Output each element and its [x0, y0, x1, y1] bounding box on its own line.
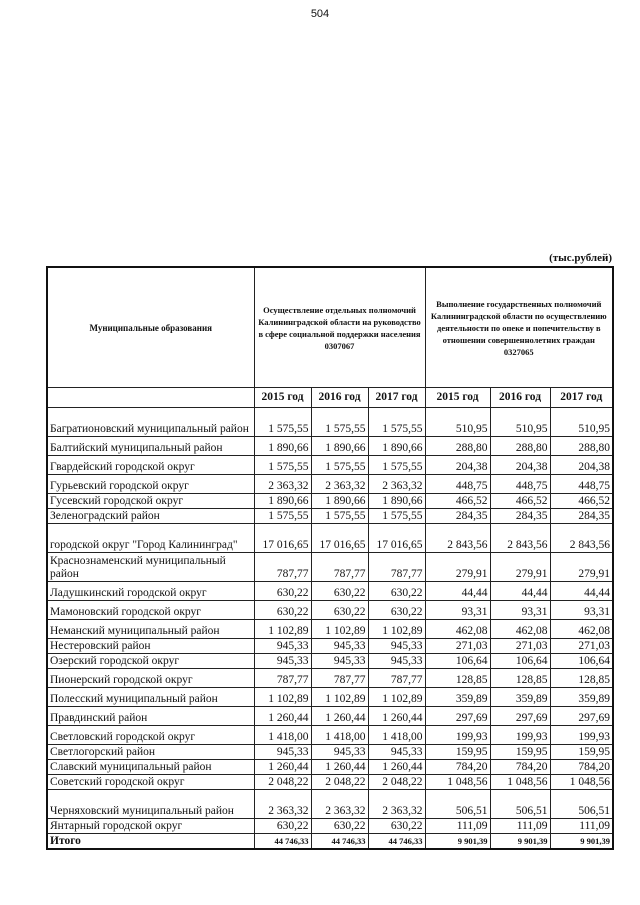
value-cell: 1 102,89 [254, 688, 311, 707]
value-cell: 288,80 [550, 437, 613, 456]
value-cell: 2 048,22 [368, 775, 425, 790]
municipality-name: Озерский городской округ [47, 654, 254, 669]
table-row [47, 790, 613, 819]
units-label: (тыс.рублей) [549, 252, 612, 264]
header-year: 2016 год [311, 388, 368, 408]
value-cell: 466,52 [425, 494, 490, 509]
table-row [47, 745, 613, 760]
value-cell: 1 575,55 [254, 509, 311, 524]
value-cell: 2 363,32 [254, 475, 311, 494]
value-cell: 1 260,44 [254, 760, 311, 775]
value-cell: 1 260,44 [368, 707, 425, 726]
value-cell: 1 048,56 [425, 775, 490, 790]
municipality-name: Янтарный городской округ [47, 819, 254, 834]
value-cell: 945,33 [254, 639, 311, 654]
value-cell: 506,51 [550, 790, 613, 819]
table-row [47, 475, 613, 494]
value-cell: 297,69 [550, 707, 613, 726]
table-row [47, 601, 613, 620]
value-cell: 787,77 [311, 669, 368, 688]
value-cell: 204,38 [550, 456, 613, 475]
value-cell: 2 363,32 [368, 475, 425, 494]
municipality-name: Правдинский район [47, 707, 254, 726]
municipality-name: Светлогорский район [47, 745, 254, 760]
value-cell: 297,69 [425, 707, 490, 726]
value-cell: 44,44 [550, 582, 613, 601]
municipality-name: Мамоновский городской округ [47, 601, 254, 620]
municipality-name: Балтийский муниципальный район [47, 437, 254, 456]
value-cell: 630,22 [254, 601, 311, 620]
value-cell: 448,75 [550, 475, 613, 494]
table-row [47, 760, 613, 775]
table-row [47, 726, 613, 745]
municipality-name: Пионерский городской округ [47, 669, 254, 688]
municipality-name: Гурьевский городской округ [47, 475, 254, 494]
value-cell: 630,22 [254, 582, 311, 601]
municipality-name: городской округ "Город Калининград" [47, 524, 254, 553]
header-group-social-support: Осуществление отдельных полномочий Калининградской области на руководство в сфере социальной поддержки населения 0307067 [254, 267, 425, 388]
value-cell: 510,95 [550, 408, 613, 437]
value-cell: 945,33 [254, 654, 311, 669]
value-cell: 466,52 [490, 494, 550, 509]
total-label: Итого [47, 834, 254, 850]
municipality-name: Краснознаменский муниципальный район [47, 553, 254, 582]
value-cell: 284,35 [550, 509, 613, 524]
value-cell: 506,51 [425, 790, 490, 819]
municipality-name: Советский городской округ [47, 775, 254, 790]
value-cell: 271,03 [490, 639, 550, 654]
value-cell: 284,35 [490, 509, 550, 524]
header-group-guardianship: Выполнение государственных полномочий Калининградской области по осуществлению деятельности по опеке и попечительству в отношении совершеннолетних граждан 0327065 [425, 267, 613, 388]
value-cell: 1 575,55 [368, 509, 425, 524]
value-cell: 159,95 [550, 745, 613, 760]
value-cell: 288,80 [425, 437, 490, 456]
header-year: 2017 год [550, 388, 613, 408]
table-row [47, 639, 613, 654]
value-cell: 1 260,44 [311, 707, 368, 726]
page-number: 504 [310, 8, 330, 20]
value-cell: 945,33 [368, 745, 425, 760]
value-cell: 199,93 [425, 726, 490, 745]
value-cell: 462,08 [490, 620, 550, 639]
value-cell: 297,69 [490, 707, 550, 726]
value-cell: 1 260,44 [311, 760, 368, 775]
value-cell: 787,77 [254, 553, 311, 582]
value-cell: 1 418,00 [254, 726, 311, 745]
value-cell: 279,91 [425, 553, 490, 582]
table-row [47, 775, 613, 790]
table-row [47, 582, 613, 601]
value-cell: 106,64 [490, 654, 550, 669]
municipality-name: Черняховский муниципальный район [47, 790, 254, 819]
value-cell: 199,93 [490, 726, 550, 745]
value-cell: 630,22 [368, 582, 425, 601]
value-cell: 787,77 [311, 553, 368, 582]
value-cell: 630,22 [311, 819, 368, 834]
municipality-name: Багратионовский муниципальный район [47, 408, 254, 437]
table-row [47, 509, 613, 524]
table-row [47, 819, 613, 834]
municipality-name: Ладушкинский городской округ [47, 582, 254, 601]
value-cell: 1 575,55 [368, 408, 425, 437]
total-row [47, 834, 613, 850]
value-cell: 17 016,65 [311, 524, 368, 553]
value-cell: 1 890,66 [368, 437, 425, 456]
value-cell: 784,20 [550, 760, 613, 775]
value-cell: 945,33 [311, 654, 368, 669]
value-cell: 359,89 [490, 688, 550, 707]
value-cell: 2 363,32 [368, 790, 425, 819]
value-cell: 1 575,55 [254, 408, 311, 437]
table-row [47, 688, 613, 707]
value-cell: 1 575,55 [311, 509, 368, 524]
value-cell: 945,33 [311, 745, 368, 760]
table-row [47, 654, 613, 669]
value-cell: 279,91 [550, 553, 613, 582]
value-cell: 1 260,44 [368, 760, 425, 775]
municipality-name: Гусевский городской округ [47, 494, 254, 509]
total-value: 9 901,39 [490, 834, 550, 850]
value-cell: 1 890,66 [254, 437, 311, 456]
value-cell: 159,95 [425, 745, 490, 760]
table-row [47, 456, 613, 475]
value-cell: 1 575,55 [368, 456, 425, 475]
value-cell: 17 016,65 [254, 524, 311, 553]
value-cell: 106,64 [550, 654, 613, 669]
value-cell: 2 843,56 [550, 524, 613, 553]
value-cell: 128,85 [425, 669, 490, 688]
value-cell: 2 048,22 [254, 775, 311, 790]
value-cell: 93,31 [425, 601, 490, 620]
value-cell: 111,09 [425, 819, 490, 834]
value-cell: 93,31 [490, 601, 550, 620]
value-cell: 945,33 [254, 745, 311, 760]
value-cell: 2 363,32 [311, 790, 368, 819]
header-empty [47, 388, 254, 408]
table-row [47, 669, 613, 688]
value-cell: 159,95 [490, 745, 550, 760]
value-cell: 44,44 [425, 582, 490, 601]
value-cell: 1 890,66 [311, 437, 368, 456]
header-year: 2017 год [368, 388, 425, 408]
header-year: 2015 год [425, 388, 490, 408]
value-cell: 111,09 [490, 819, 550, 834]
table-row [47, 620, 613, 639]
municipality-name: Нестеровский район [47, 639, 254, 654]
value-cell: 448,75 [425, 475, 490, 494]
header-municipality: Муниципальные образования [47, 267, 254, 388]
value-cell: 44,44 [490, 582, 550, 601]
table-row [47, 437, 613, 456]
value-cell: 630,22 [311, 582, 368, 601]
value-cell: 1 102,89 [368, 688, 425, 707]
value-cell: 945,33 [368, 639, 425, 654]
value-cell: 787,77 [254, 669, 311, 688]
table-row [47, 494, 613, 509]
municipality-name: Зеленоградский район [47, 509, 254, 524]
value-cell: 271,03 [550, 639, 613, 654]
table-row [47, 553, 613, 582]
value-cell: 1 575,55 [254, 456, 311, 475]
value-cell: 93,31 [550, 601, 613, 620]
value-cell: 1 102,89 [311, 620, 368, 639]
value-cell: 945,33 [311, 639, 368, 654]
header-year: 2016 год [490, 388, 550, 408]
value-cell: 128,85 [490, 669, 550, 688]
value-cell: 1 418,00 [368, 726, 425, 745]
value-cell: 284,35 [425, 509, 490, 524]
value-cell: 510,95 [490, 408, 550, 437]
municipality-name: Славский муниципальный район [47, 760, 254, 775]
value-cell: 630,22 [368, 601, 425, 620]
value-cell: 630,22 [254, 819, 311, 834]
value-cell: 106,64 [425, 654, 490, 669]
value-cell: 199,93 [550, 726, 613, 745]
value-cell: 1 890,66 [368, 494, 425, 509]
value-cell: 271,03 [425, 639, 490, 654]
value-cell: 510,95 [425, 408, 490, 437]
total-value: 9 901,39 [550, 834, 613, 850]
value-cell: 1 102,89 [254, 620, 311, 639]
value-cell: 466,52 [550, 494, 613, 509]
table-row [47, 408, 613, 437]
value-cell: 2 843,56 [490, 524, 550, 553]
value-cell: 1 260,44 [254, 707, 311, 726]
value-cell: 784,20 [425, 760, 490, 775]
municipality-name: Гвардейский городской округ [47, 456, 254, 475]
total-value: 44 746,33 [368, 834, 425, 850]
value-cell: 1 890,66 [254, 494, 311, 509]
value-cell: 2 363,32 [311, 475, 368, 494]
value-cell: 945,33 [368, 654, 425, 669]
municipality-name: Неманский муниципальный район [47, 620, 254, 639]
header-year: 2015 год [254, 388, 311, 408]
value-cell: 1 102,89 [311, 688, 368, 707]
value-cell: 1 575,55 [311, 456, 368, 475]
value-cell: 1 418,00 [311, 726, 368, 745]
value-cell: 204,38 [490, 456, 550, 475]
value-cell: 111,09 [550, 819, 613, 834]
value-cell: 128,85 [550, 669, 613, 688]
value-cell: 787,77 [368, 553, 425, 582]
value-cell: 784,20 [490, 760, 550, 775]
municipality-name: Светловский городской округ [47, 726, 254, 745]
subsidy-table [46, 266, 614, 850]
value-cell: 204,38 [425, 456, 490, 475]
total-value: 44 746,33 [254, 834, 311, 850]
value-cell: 1 575,55 [311, 408, 368, 437]
table-row [47, 707, 613, 726]
value-cell: 2 363,32 [254, 790, 311, 819]
value-cell: 288,80 [490, 437, 550, 456]
value-cell: 462,08 [425, 620, 490, 639]
value-cell: 630,22 [368, 819, 425, 834]
value-cell: 1 048,56 [550, 775, 613, 790]
value-cell: 448,75 [490, 475, 550, 494]
value-cell: 17 016,65 [368, 524, 425, 553]
value-cell: 2 843,56 [425, 524, 490, 553]
value-cell: 1 890,66 [311, 494, 368, 509]
value-cell: 787,77 [368, 669, 425, 688]
table-row [47, 524, 613, 553]
value-cell: 1 102,89 [368, 620, 425, 639]
value-cell: 462,08 [550, 620, 613, 639]
value-cell: 359,89 [550, 688, 613, 707]
total-value: 9 901,39 [425, 834, 490, 850]
value-cell: 506,51 [490, 790, 550, 819]
value-cell: 630,22 [311, 601, 368, 620]
value-cell: 2 048,22 [311, 775, 368, 790]
value-cell: 279,91 [490, 553, 550, 582]
total-value: 44 746,33 [311, 834, 368, 850]
value-cell: 359,89 [425, 688, 490, 707]
value-cell: 1 048,56 [490, 775, 550, 790]
municipality-name: Полесский муниципальный район [47, 688, 254, 707]
